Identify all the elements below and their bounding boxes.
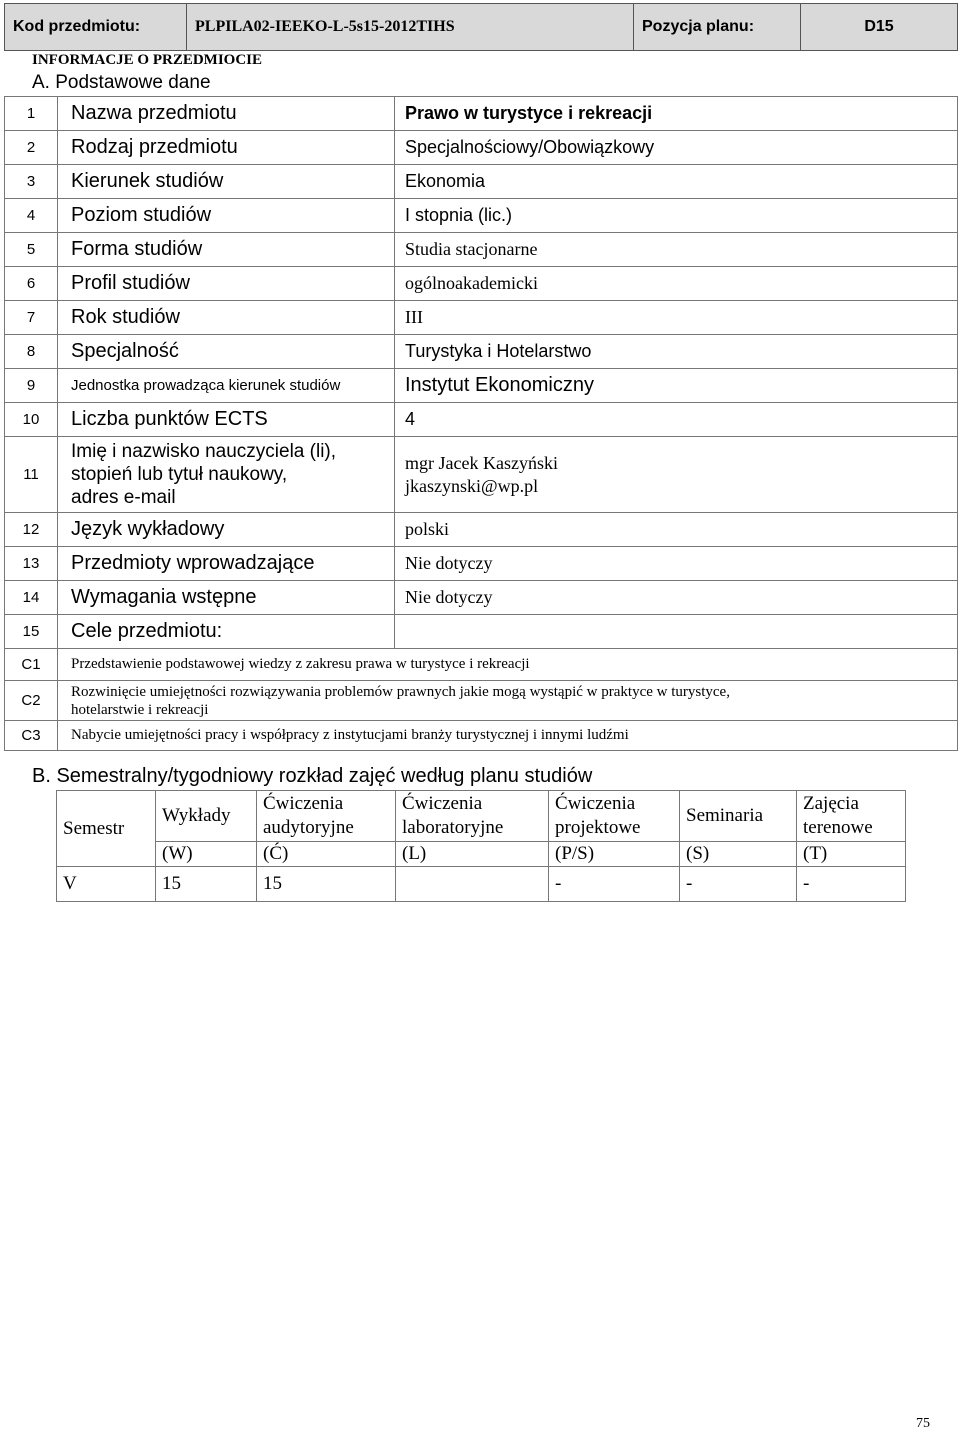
goal-text: Przedstawienie podstawowej wiedzy z zakresu prawa w turystyce i rekreacji [58,649,958,681]
section-b-title: B. Semestralny/tygodniowy rozkład zajęć według planu studiów [32,765,593,787]
header-cw-audytoryjne: Ćwiczenia audytoryjne [257,791,396,842]
row-number: 1 [5,97,58,131]
row-value: polski [395,513,958,547]
goal-row [5,721,958,751]
hours-cell: - [549,867,680,902]
row-value [395,615,958,649]
schedule-table [56,790,906,902]
row-label: Nazwa przedmiotu [58,97,395,131]
header-seminaria: Seminaria [680,791,797,842]
row-number: 6 [5,267,58,301]
row-number: 14 [5,581,58,615]
section-a-title: A. Podstawowe dane [32,72,211,93]
row-label: Poziom studiów [58,199,395,233]
row-value: Nie dotyczy [395,547,958,581]
row-label: Jednostka prowadząca kierunek studiów [58,369,395,403]
row-label: Profil studiów [58,267,395,301]
goal-row [5,649,958,681]
abbr-cell: (S) [680,842,797,867]
goal-code: C2 [5,681,58,721]
row-number: 15 [5,615,58,649]
schedule-abbr-row [57,842,906,867]
row-value: ogólnoakademicki [395,267,958,301]
hours-cell: 15 [156,867,257,902]
row-number: 7 [5,301,58,335]
goal-code: C3 [5,721,58,751]
header-bar [4,3,958,51]
schedule-header-row [57,791,906,842]
table-row [5,301,958,335]
goal-code: C1 [5,649,58,681]
row-value: Turystyka i Hotelarstwo [395,335,958,369]
goal-text-line: hotelarstwie i rekreacji [71,701,209,718]
row-value: I stopnia (lic.) [395,199,958,233]
hours-cell [396,867,549,902]
header-zajecia-terenowe: Zajęcia terenowe [797,791,906,842]
table-row [5,513,958,547]
row-label: Rodzaj przedmiotu [58,131,395,165]
teacher-name: mgr Jacek Kaszyński [405,452,558,473]
header-wyklady: Wykłady [156,791,257,842]
row-value: Ekonomia [395,165,958,199]
row-number: 2 [5,131,58,165]
abbr-cell: (P/S) [549,842,680,867]
abbr-cell: (W) [156,842,257,867]
table-row [5,335,958,369]
row-number: 12 [5,513,58,547]
goal-row [5,681,958,721]
abbr-cell: (T) [797,842,906,867]
table-row [5,131,958,165]
row-value: Nie dotyczy [395,581,958,615]
row-label: Wymagania wstępne [58,581,395,615]
row-label: Cele przedmiotu: [58,615,395,649]
course-code-value: PLPILA02-IEEKO-L-5s15-2012TIHS [187,4,634,51]
table-row [5,267,958,301]
row-label: Forma studiów [58,233,395,267]
goal-text: Nabycie umiejętności pracy i współpracy z instytucjami branży turystycznej i innymi ludźmi [58,721,958,751]
hours-cell: 15 [257,867,396,902]
table-row [5,615,958,649]
row-value: Prawo w turystyce i rekreacji [395,97,958,131]
row-label: Rok studiów [58,301,395,335]
row-number: 5 [5,233,58,267]
table-row [5,233,958,267]
table-row [5,369,958,403]
row-value: III [395,301,958,335]
plan-position-value: D15 [801,4,958,51]
row-label: Przedmioty wprowadzające [58,547,395,581]
table-row [5,403,958,437]
teacher-email: jkaszynski@wp.pl [405,475,539,496]
section-info-title: INFORMACJE O PRZEDMIOCIE [32,52,263,68]
header-semestr: Semestr [57,791,156,867]
header-cw-laboratoryjne: Ćwiczenia laboratoryjne [396,791,549,842]
row-number: 9 [5,369,58,403]
abbr-cell: (L) [396,842,549,867]
hours-cell: - [797,867,906,902]
hours-cell: - [680,867,797,902]
row-label: Język wykładowy [58,513,395,547]
row-number: 8 [5,335,58,369]
row-value: 4 [395,403,958,437]
plan-position-label: Pozycja planu: [634,4,801,51]
row-value: Instytut Ekonomiczny [395,369,958,403]
semester-cell: V [57,867,156,902]
header-cw-projektowe: Ćwiczenia projektowe [549,791,680,842]
basic-data-table [4,96,958,751]
course-code-label: Kod przedmiotu: [5,4,187,51]
row-number: 10 [5,403,58,437]
schedule-data-row [57,867,906,902]
goal-text [58,681,958,721]
row-value [395,437,958,513]
page-number: 75 [916,1416,930,1431]
table-row [5,581,958,615]
row-number: 3 [5,165,58,199]
row-label: Liczba punktów ECTS [58,403,395,437]
row-number: 4 [5,199,58,233]
row-label: Kierunek studiów [58,165,395,199]
abbr-cell: (Ć) [257,842,396,867]
row-label [58,437,395,513]
row-number: 11 [5,437,58,513]
table-row [5,165,958,199]
teacher-label-line: stopień lub tytuł naukowy, [71,464,288,485]
goal-text-line: Rozwinięcie umiejętności rozwiązywania problemów prawnych jakie mogą wystąpić w praktyce w turystyce, [71,683,730,700]
row-value: Specjalnościowy/Obowiązkowy [395,131,958,165]
table-row [5,437,958,513]
teacher-label-line: Imię i nazwisko nauczyciela (li), [71,441,337,462]
row-number: 13 [5,547,58,581]
row-label: Specjalność [58,335,395,369]
table-row [5,199,958,233]
teacher-label-line: adres e-mail [71,487,176,508]
table-row [5,547,958,581]
table-row [5,97,958,131]
row-value: Studia stacjonarne [395,233,958,267]
